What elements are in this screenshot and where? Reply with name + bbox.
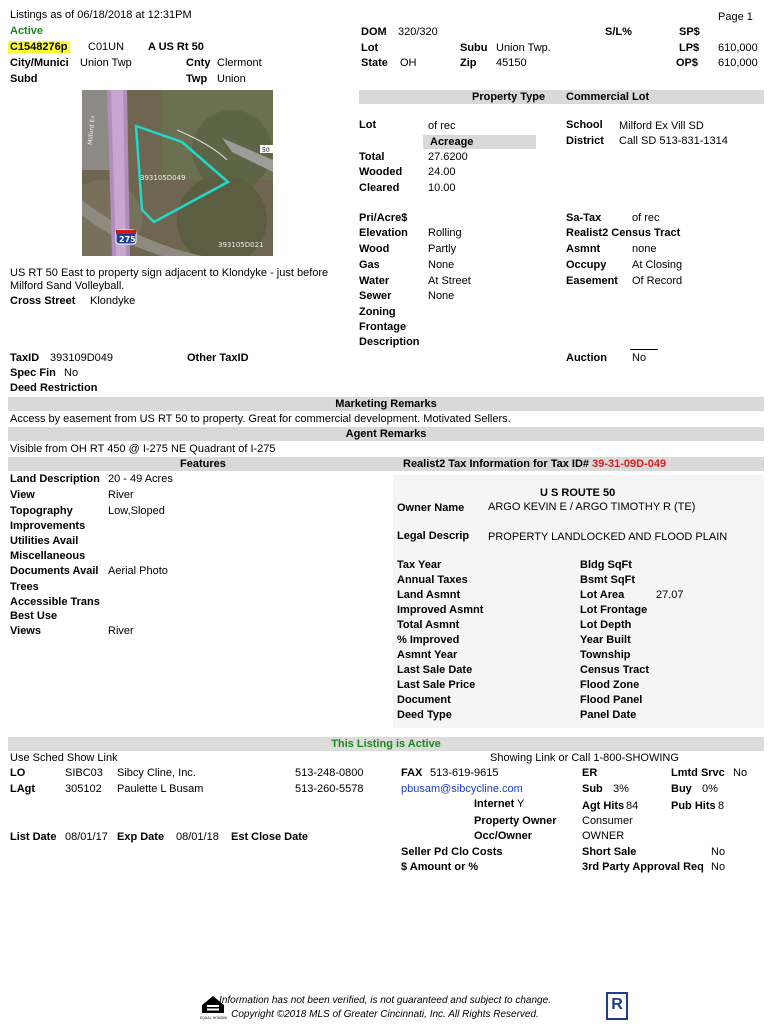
lp-label: LP$ [679,42,700,54]
occupy-label: Occupy [566,259,607,271]
op-label: OP$ [676,57,699,69]
easement-label: Easement [566,275,618,287]
legal-label: Legal Descrip [397,530,470,542]
sewer-value: None [428,290,455,302]
subd-label: Subd [10,73,38,85]
lagt-label: LAgt [10,783,36,795]
marketing-remarks-text: Access by easement from US RT 50 to property. Great for commercial development. Motivated Sellers. [10,413,511,425]
feature-label: Improvements [10,520,86,532]
lagt-name: Paulette L Busam [117,783,204,795]
asmnt-value: none [632,243,657,255]
auction-label: Auction [566,352,607,364]
directions-line-1: US RT 50 East to property sign adjacent to Klondyke - just before [10,267,329,279]
agent-email-link[interactable]: pbusam@sibcycline.com [401,783,523,795]
agent-remarks-text: Visible from OH RT 450 @ I-275 NE Quadrant of I-275 [10,443,276,455]
state-value: OH [400,57,417,69]
legal-value: PROPERTY LANDLOCKED AND FLOOD PLAIN [488,531,728,543]
property-type-value: Commercial Lot [566,91,650,103]
address: A US Rt 50 [148,41,204,53]
listing-active-text: This Listing is Active [331,738,441,750]
feature-value: Low,Sloped [108,505,165,517]
sub-value: 3% [613,783,629,795]
lmtd-srvc-label: Lmtd Srvc [671,767,725,779]
internet-label: Internet [474,798,515,810]
subu-label: Subu [460,42,488,54]
agt-hits-value: 84 [626,800,639,812]
tax-label: Township [580,649,631,661]
dom-value: 320/320 [398,26,438,38]
zip-label: Zip [460,57,477,69]
route-badge: 50 [262,147,270,154]
fax-label: FAX [401,767,423,779]
cleared-value: 10.00 [428,182,456,194]
tax-label: Lot Area [580,589,625,601]
op-value: 610,000 [718,57,758,69]
asmnt-label: Asmnt [566,243,601,255]
occupy-value: At Closing [632,259,683,271]
sl-label: S/L% [605,26,632,38]
tax-label: % Improved [397,634,460,646]
feature-label: Land Description [10,473,100,485]
occ-owner-value: OWNER [582,830,625,842]
property-class: C01UN [88,41,125,53]
lo-phone[interactable]: 513-248-0800 [295,767,364,779]
listing-active-bar [8,737,764,751]
lo-label: LO [10,767,26,779]
fax-value: 513-619-9615 [430,767,499,779]
wood-value: Partly [428,243,457,255]
buy-value: 0% [702,783,718,795]
tax-label: Panel Date [580,709,637,721]
agent-remarks-title: Agent Remarks [345,428,427,440]
water-label: Water [359,275,390,287]
gas-value: None [428,259,455,271]
property-type-label: Property Type [472,91,546,103]
twp-label: Twp [186,73,208,85]
total-label: Total [359,151,385,163]
page-number: Page 1 [718,11,753,23]
svg-text:EQUAL HOUSING OPPORTUNITY: EQUAL HOUSIN [200,1016,226,1020]
frontage-label: Frontage [359,321,407,333]
total-value: 27.6200 [428,151,468,163]
feature-label: Best Use [10,610,58,622]
property-type-bar [359,90,764,104]
lot-label: Lot [361,42,379,54]
lagt-phone[interactable]: 513-260-5578 [295,783,364,795]
other-taxid-label: Other TaxID [187,352,249,364]
feature-value: 20 - 49 Acres [108,473,173,485]
feature-label: Utilities Avail [10,535,79,547]
lot-area-value: 27.07 [656,589,684,601]
lo-name: Sibcy Cline, Inc. [117,767,196,779]
auction-divider [630,349,658,350]
tax-label: Last Sale Price [397,679,476,691]
tax-label: Document [397,694,451,706]
tax-route: U S ROUTE 50 [540,487,616,499]
county-label: Cnty [186,57,211,69]
tax-label: Land Asmnt [397,589,461,601]
satax-label: Sa-Tax [566,212,602,224]
agt-hits-label: Agt Hits [582,800,625,812]
feature-label: View [10,489,35,501]
agent-remarks-bar [8,427,764,441]
city-value: Union Twp [80,57,132,69]
tax-label: Asmnt Year [397,649,458,661]
features-title: Features [180,458,226,470]
tax-label: Bldg SqFt [580,559,632,571]
svg-text:Milford Ex: Milford Ex [87,114,97,146]
short-sale-label: Short Sale [582,846,637,858]
wood-label: Wood [359,243,390,255]
state-label: State [361,57,388,69]
school-value: Milford Ex Vill SD [619,120,704,132]
wooded-label: Wooded [359,166,403,178]
third-party-value: No [711,861,726,873]
spec-fin-label: Spec Fin [10,367,56,379]
dom-label: DOM [361,26,387,38]
realtor-logo-icon: R [606,992,628,1020]
lagt-code: 305102 [65,783,102,795]
feature-label: Accessible Trans [10,596,100,608]
pub-hits-label: Pub Hits [671,800,716,812]
tax-label: Lot Frontage [580,604,648,616]
subu-value: Union Twp. [496,42,551,54]
pri-acre-label: Pri/Acre$ [359,212,408,224]
feature-label: Documents Avail [10,565,99,577]
tax-label: Flood Zone [580,679,640,691]
elevation-label: Elevation [359,227,408,239]
spec-fin-value: No [64,367,79,379]
exp-date-label: Exp Date [117,831,165,843]
twp-value: Union [217,73,246,85]
zip-value: 45150 [496,57,527,69]
tax-label: Year Built [580,634,631,646]
short-sale-value: No [711,846,726,858]
directions-line-2: Milford Sand Volleyball. [10,280,125,292]
lot-size-value: of rec [428,120,456,132]
owner-label: Owner Name [397,502,465,514]
owner-value: ARGO KEVIN E / ARGO TIMOTHY R (TE) [488,501,696,513]
tax-label: Improved Asmnt [397,604,484,616]
easement-value: Of Record [632,275,683,287]
elevation-value: Rolling [428,227,462,239]
satax-value: of rec [632,212,660,224]
deed-restriction-label: Deed Restriction [10,382,98,394]
feature-label: Views [10,625,41,637]
list-date-label: List Date [10,831,57,843]
aerial-map-svg [82,90,273,256]
sp-label: SP$ [679,26,700,38]
property-owner-value: Consumer [582,815,633,827]
third-party-label: 3rd Party Approval Req [582,861,704,873]
buy-label: Buy [671,783,692,795]
tax-label: Bsmt SqFt [580,574,635,586]
gas-label: Gas [359,259,380,271]
list-date-value: 08/01/17 [65,831,108,843]
use-sched-show-link[interactable]: Use Sched Show Link [10,752,118,764]
listings-timestamp: Listings as of 06/18/2018 at 12:31PM [10,9,192,21]
acreage-label: Acreage [430,136,474,148]
tax-label: Lot Depth [580,619,632,631]
mls-number[interactable]: C1548276p [10,41,68,53]
amount-label: $ Amount or % [401,861,479,873]
sub-label: Sub [582,783,603,795]
tax-label: Deed Type [397,709,452,721]
feature-value: Aerial Photo [108,565,168,577]
taxid-label: TaxID [10,352,40,364]
parcel-label-b: 393105D021 [218,241,264,249]
marketing-remarks-bar [8,397,764,411]
tax-label: Total Asmnt [397,619,460,631]
sewer-label: Sewer [359,290,392,302]
tax-info-title: Realist2 Tax Information for Tax ID# 39-31-09D-049 [403,458,667,470]
interstate-shield: 275 [119,235,136,244]
status-badge: Active [10,25,44,37]
cross-street-value: Klondyke [90,295,136,307]
lo-code: SIBC03 [65,767,103,779]
description-label: Description [359,336,420,348]
er-label: ER [582,767,598,779]
zoning-label: Zoning [359,306,396,318]
lp-value: 610,000 [718,42,758,54]
district-label: District [566,135,604,147]
feature-label: Miscellaneous [10,550,86,562]
property-owner-label: Property Owner [474,815,557,827]
tax-label: Annual Taxes [397,574,468,586]
census-tract-label: Realist2 Census Tract [566,227,681,239]
tax-label: Last Sale Date [397,664,473,676]
pub-hits-value: 8 [718,800,725,812]
showing-info: Showing Link or Call 1-800-SHOWING [490,752,679,764]
city-label: City/Munici [10,57,69,69]
tax-label: Census Tract [580,664,650,676]
water-value: At Street [428,275,471,287]
parcel-label-a: 393105D049 [140,174,186,182]
feature-label: Topography [10,505,73,517]
seller-pd-label: Seller Pd Clo Costs [401,846,503,858]
est-close-label: Est Close Date [231,831,309,843]
internet-value: Y [517,798,525,810]
feature-label: Trees [10,581,39,593]
cleared-label: Cleared [359,182,400,194]
disclaimer-line-1: Information has not been verified, is not guaranteed and subject to change. [219,995,551,1006]
marketing-remarks-title: Marketing Remarks [335,398,437,410]
copyright-line: Copyright ©2018 MLS of Greater Cincinnati, Inc. All Rights Reserved. [231,1009,539,1020]
wooded-value: 24.00 [428,166,456,178]
cross-street-label: Cross Street [10,295,76,307]
taxid-value: 393109D049 [50,352,114,364]
lmtd-srvc-value: No [733,767,748,779]
feature-value: River [108,489,134,501]
occ-owner-label: Occ/Owner [474,830,533,842]
school-label: School [566,119,603,131]
tax-label: Flood Panel [580,694,643,706]
county-value: Clermont [217,57,262,69]
exp-date-value: 08/01/18 [176,831,219,843]
feature-value: River [108,625,134,637]
aerial-photo[interactable] [82,90,273,256]
lot-size-label: Lot [359,119,377,131]
auction-value: No [632,352,647,364]
district-value: Call SD 513-831-1314 [619,135,728,147]
tax-label: Tax Year [397,559,442,571]
